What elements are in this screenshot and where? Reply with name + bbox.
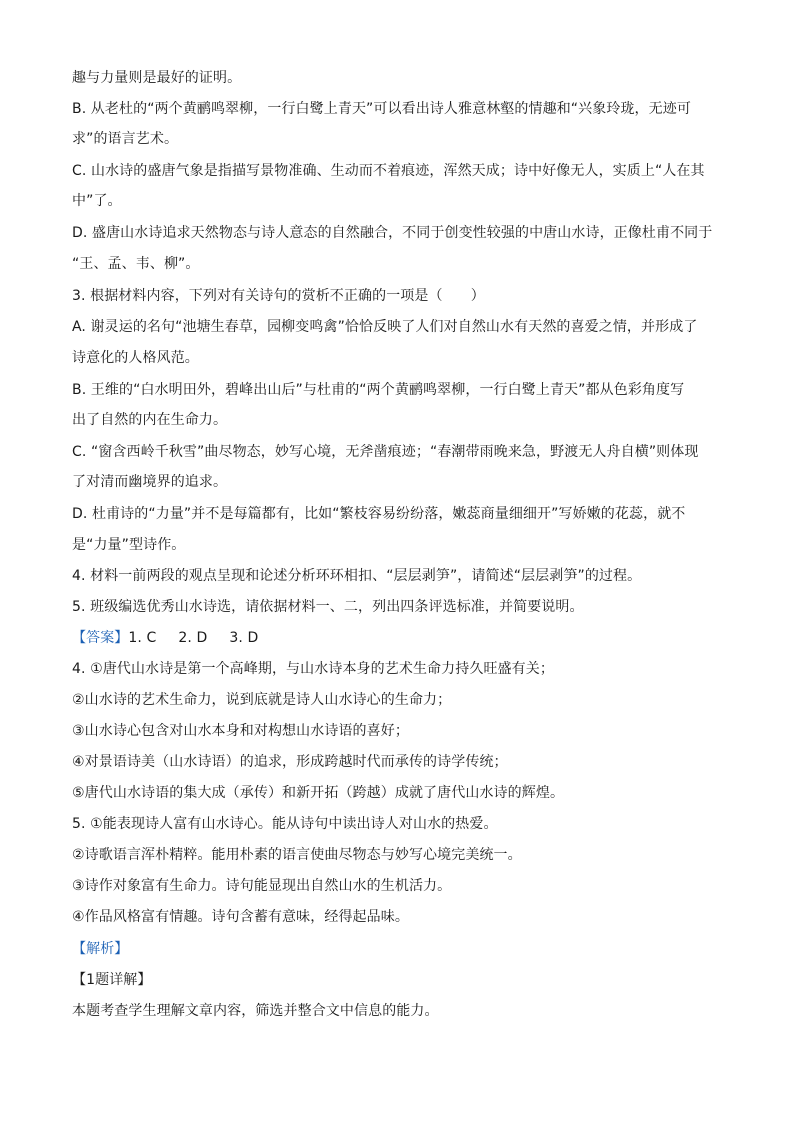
text-line: 出了自然的内在生命力。 [72,412,228,428]
text-line: D. 盛唐山水诗追求天然物态与诗人意态的自然融合，不同于创变性较强的中唐山水诗，正像杜甫不同于 [72,225,713,241]
answer-text: ③山水诗心包含对山水本身和对构想山水诗语的喜好； [72,723,409,739]
text-line: B. 从老杜的“两个黄鹂鸣翠柳，一行白鹭上青天”可以看出诗人雅意林壑的情趣和“兴象玲珑，无迹可 [72,101,691,117]
text-line: D. 杜甫诗的“力量”并不是每篇都有，比如“繁枝容易纷纷落，嫩蕊商量细细开”写娇嫩的花蕊，就不 [72,506,686,522]
text-line: 趣与力量则是最好的证明。 [72,70,242,86]
detail-text: 本题考查学生理解文章内容，筛选并整合文中信息的能力。 [72,1003,439,1019]
answer-text: ②山水诗的艺术生命力，说到底就是诗人山水诗心的生命力； [72,692,452,708]
question-4: 4. 材料一前两段的观点呈现和论述分析环环相扣、“层层剥笋”，请简述“层层剥笋”的过程。 [72,568,642,584]
answer-line [72,628,732,648]
text-line: A. 谢灵运的名句“池塘生春草，园柳变鸣禽”恰恰反映了人们对自然山水有天然的喜爱之情，并形成了 [72,319,698,335]
text-line: 求”的语言艺术。 [72,131,179,147]
text-line: 是“力量”型诗作。 [72,537,186,553]
answer-text: 5. ①能表现诗人富有山水诗心。能从诗句中读出诗人对山水的热爱。 [72,816,498,832]
text-line: B. 王维的“白水明田外，碧峰出山后”与杜甫的“两个黄鹂鸣翠柳，一行白鹭上青天”都从色彩角度写 [72,382,685,398]
text-line: “王、孟、韦、柳”。 [72,256,200,272]
text-line: C. “窗含西岭千秋雪”曲尽物态，妙写心境，无斧凿痕迹；“春潮带雨晚来急，野渡无人舟自横”则体现 [72,444,699,460]
answer-item: 3. D [229,630,259,646]
answer-text: ④对景语诗美（山水诗语）的追求，形成跨越时代而承传的诗学传统； [72,754,508,770]
text-line: 诗意化的人格风范。 [72,350,199,366]
answer-text: 4. ①唐代山水诗是第一个高峰期，与山水诗本身的艺术生命力持久旺盛有关； [72,661,554,677]
answer-text: ③诗作对象富有生命力。诗句能显现出自然山水的生机活力。 [72,878,452,894]
text-line: C. 山水诗的盛唐气象是指描写景物准确、生动而不着痕迹，浑然天成；诗中好像无人，实质上“人在其 [72,163,705,179]
answer-text: ⑤唐代山水诗语的集大成（承传）和新开拓（跨越）成就了唐代山水诗的辉煌。 [72,785,565,801]
text-line: 了对清而幽境界的追求。 [72,474,228,490]
question-3: 3. 根据材料内容，下列对有关诗句的赏析不正确的一项是（ ） [72,288,485,304]
detail-label: 【1题详解】 [72,972,152,988]
question-5: 5. 班级编选优秀山水诗选，请依据材料一、二，列出四条评选标准，并简要说明。 [72,599,584,615]
answer-text: ④作品风格富有情趣。诗句含蓄有意味，经得起品味。 [72,909,409,925]
answer-item: 2. D [178,630,208,646]
analysis-label: 【解析】 [72,941,129,957]
answer-text: ②诗歌语言浑朴精粹。能用朴素的语言使曲尽物态与妙写心境完美统一。 [72,847,522,863]
answer-label: 【答案】 [72,630,129,646]
answer-item: 1. C [128,630,157,646]
text-line: 中”了。 [72,193,122,209]
